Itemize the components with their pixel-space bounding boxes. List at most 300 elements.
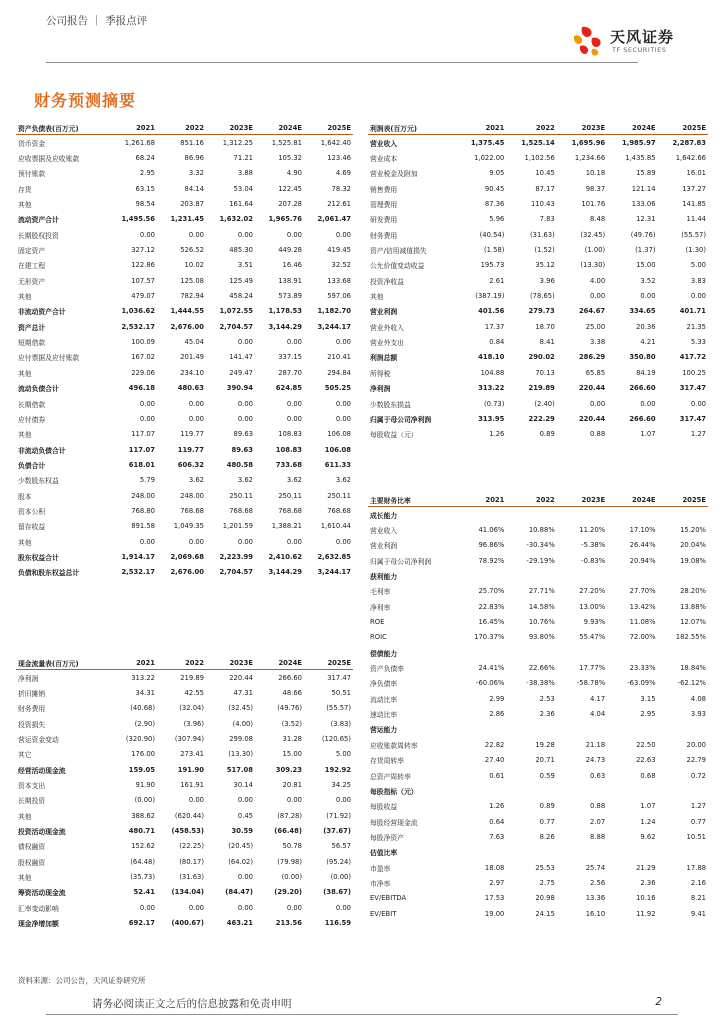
- table-cell: 0.89: [539, 430, 555, 439]
- table-cell: 195.73: [480, 261, 505, 270]
- table-row: [16, 288, 353, 303]
- table-cell: 2,410.62: [268, 552, 302, 561]
- table-cell: 87.36: [484, 200, 505, 209]
- table-cell: 0.72: [690, 771, 706, 780]
- table-cell: 1,375.45: [470, 138, 505, 147]
- table-cell: 419.45: [327, 246, 351, 255]
- table-row: [16, 869, 353, 884]
- table-cell: 53.04: [233, 184, 253, 193]
- table-cell: 16.10: [585, 909, 606, 918]
- row-label: 其他: [18, 431, 32, 440]
- table-row: [16, 473, 353, 488]
- table-cell: (0.00): [330, 873, 351, 882]
- table-cell: 9.62: [640, 832, 656, 841]
- table-row: [368, 196, 708, 211]
- table-cell: 1,102.56: [524, 154, 555, 163]
- table-cell: 299.08: [229, 735, 253, 744]
- table-cell: (1.58): [483, 246, 505, 255]
- table-row: [16, 381, 353, 396]
- row-label: 其他: [18, 201, 32, 210]
- table-cell: 27.20%: [579, 587, 606, 596]
- table-cell: [607, 845, 657, 860]
- table-row: [16, 166, 353, 181]
- table-cell: 1,525.81: [271, 138, 302, 147]
- table-cell: 0.88: [590, 802, 606, 811]
- table-row: [16, 808, 353, 823]
- table-cell: 21.35: [686, 322, 706, 331]
- row-label: 应付票据及应付账款: [18, 354, 80, 363]
- table-cell: 24.15: [535, 909, 555, 918]
- table-row: [16, 701, 353, 716]
- table-cell: 0.77: [690, 817, 706, 826]
- row-label: 其他: [370, 293, 384, 302]
- table-header-row: [368, 121, 708, 135]
- table-cell: 287.70: [278, 368, 302, 377]
- table-cell: 3.52: [640, 276, 656, 285]
- table-cell: 273.41: [180, 750, 204, 759]
- table-row: [16, 227, 353, 242]
- table-cell: 55.47%: [579, 633, 606, 642]
- table-cell: 10.76%: [528, 618, 555, 627]
- table-cell: 5.00: [335, 750, 351, 759]
- row-label: 股权融资: [18, 858, 46, 867]
- row-label: 非流动资产合计: [18, 308, 66, 317]
- table-cell: 63.15: [135, 184, 155, 193]
- table-cell: [456, 783, 506, 798]
- table-cell: (400.67): [171, 919, 204, 928]
- table-row: [368, 427, 708, 442]
- row-label: 资产/信用减值损失: [370, 247, 427, 256]
- row-label: 营业税金及附加: [370, 170, 418, 179]
- table-cell: 3.51: [237, 261, 253, 270]
- table-cell: 1,642.40: [320, 138, 351, 147]
- table-row: [368, 660, 708, 675]
- table-cell: (22.25): [179, 842, 204, 851]
- table-cell: 294.84: [327, 368, 351, 377]
- table-cell: 26.44%: [629, 541, 656, 550]
- table-cell: 9.93%: [583, 618, 606, 627]
- table-cell: 597.06: [327, 292, 351, 301]
- table-row: [16, 900, 353, 915]
- table-row: [16, 212, 353, 227]
- table-cell: 517.08: [226, 765, 253, 774]
- table-cell: 229.06: [131, 368, 155, 377]
- table-cell: 100.25: [682, 368, 706, 377]
- table-cell: 1.26: [489, 802, 505, 811]
- table-cell: 463.21: [226, 919, 253, 928]
- company-logo: [568, 24, 696, 60]
- table-cell: 21.18: [585, 740, 606, 749]
- table-cell: 0.61: [489, 771, 505, 780]
- table-cell: 84.14: [184, 184, 204, 193]
- table-cell: 1,201.59: [222, 522, 253, 531]
- table-cell: [456, 507, 506, 523]
- table-cell: 0.45: [237, 811, 253, 820]
- table-cell: 91.90: [135, 781, 155, 790]
- table-cell: [506, 845, 556, 860]
- table-cell: 17.88: [686, 863, 706, 872]
- table-cell: 212.61: [327, 200, 351, 209]
- table-cell: 611.33: [324, 460, 351, 469]
- table-cell: [506, 507, 556, 523]
- table-cell: 22.63: [636, 756, 656, 765]
- table-cell: [658, 568, 708, 583]
- table-row: [368, 599, 708, 614]
- table-cell: 27.40: [484, 756, 505, 765]
- row-label: 每股指标（元）: [370, 787, 418, 796]
- table-cell: 13.42%: [629, 602, 656, 611]
- table-cell: 2,704.57: [219, 568, 253, 577]
- table-cell: 123.46: [327, 154, 351, 163]
- table-cell: 203.87: [180, 200, 204, 209]
- year-header: 2025E: [658, 121, 708, 135]
- row-label: 流动资产合计: [18, 216, 59, 225]
- year-header: 2025E: [304, 656, 353, 670]
- table-cell: 0.00: [335, 796, 351, 805]
- table-cell: 3.32: [188, 169, 204, 178]
- table-row: [368, 906, 708, 921]
- table-row: [368, 411, 708, 426]
- table-cell: (35.73): [130, 873, 155, 882]
- table-cell: (80.17): [179, 857, 204, 866]
- table-cell: 161.64: [229, 200, 253, 209]
- table-cell: [658, 645, 708, 660]
- table-cell: 3,244.17: [317, 568, 351, 577]
- table-row: [16, 242, 353, 257]
- table-cell: 22.50: [636, 740, 656, 749]
- table-cell: 2.36: [539, 710, 555, 719]
- table-title: 主要财务比率: [368, 493, 456, 507]
- row-label: 留存收益: [18, 523, 46, 532]
- row-label: 现金净增加额: [18, 920, 59, 929]
- table-cell: (49.76): [277, 704, 302, 713]
- table-cell: 13.36: [585, 894, 606, 903]
- table-row: [368, 334, 708, 349]
- year-header: 2023E: [557, 121, 607, 135]
- table-row: [16, 747, 353, 762]
- year-header: 2022: [157, 656, 206, 670]
- table-cell: 220.44: [578, 384, 606, 393]
- table-row: [16, 319, 353, 334]
- row-label: 所得税: [370, 369, 391, 378]
- table-row: [16, 442, 353, 457]
- table-cell: 0.00: [188, 903, 204, 912]
- table-row: [16, 823, 353, 838]
- table-cell: 266.60: [278, 673, 302, 682]
- table-cell: 0.00: [188, 537, 204, 546]
- table-cell: (120.65): [321, 735, 351, 744]
- table-cell: 167.02: [131, 353, 155, 362]
- table-row: [16, 150, 353, 165]
- table-cell: 0.00: [139, 399, 155, 408]
- year-header: 2023E: [206, 121, 255, 135]
- table-cell: [557, 507, 607, 523]
- table-cell: 0.00: [237, 230, 253, 239]
- table-cell: 93.80%: [528, 633, 555, 642]
- table-cell: 2,223.99: [219, 552, 253, 561]
- table-cell: [607, 645, 657, 660]
- table-cell: (66.48): [274, 827, 302, 836]
- table-cell: -5.38%: [581, 541, 606, 550]
- table-cell: 107.57: [131, 276, 155, 285]
- table-cell: 3.62: [286, 476, 302, 485]
- table-cell: 22.83%: [478, 602, 505, 611]
- row-label: 预付账款: [18, 170, 46, 179]
- table-row: [368, 737, 708, 752]
- table-cell: 47.31: [233, 689, 253, 698]
- table-cell: 71.21: [233, 154, 253, 163]
- table-cell: (32.45): [228, 704, 253, 713]
- table-cell: 219.89: [528, 384, 555, 393]
- table-cell: 17.77%: [579, 664, 606, 673]
- table-cell: 22.82: [484, 740, 505, 749]
- table-cell: 48.66: [282, 689, 302, 698]
- table-cell: 19.28: [535, 740, 555, 749]
- table-cell: 0.00: [237, 414, 253, 423]
- table-cell: 768.68: [327, 506, 351, 515]
- table-cell: 0.84: [489, 338, 505, 347]
- table-cell: 16.45%: [478, 618, 505, 627]
- table-cell: 0.00: [335, 230, 351, 239]
- table-cell: [456, 645, 506, 660]
- table-cell: 0.00: [139, 230, 155, 239]
- table-cell: 32.52: [331, 261, 351, 270]
- table-cell: 618.01: [128, 460, 155, 469]
- table-cell: 782.94: [180, 292, 204, 301]
- table-cell: 1,049.35: [173, 522, 204, 531]
- table-cell: 161.91: [180, 781, 204, 790]
- table-cell: 768.68: [278, 506, 302, 515]
- table-cell: 25.00: [585, 322, 606, 331]
- table-cell: -0.83%: [581, 556, 606, 565]
- table-cell: 401.71: [679, 307, 706, 316]
- table-cell: 4.21: [640, 338, 656, 347]
- table-cell: (2.90): [134, 719, 155, 728]
- table-cell: 65.85: [585, 368, 606, 377]
- row-label: 其他: [18, 812, 32, 821]
- table-cell: 24.73: [585, 756, 606, 765]
- table-cell: 266.60: [629, 384, 656, 393]
- table-cell: 317.47: [679, 414, 706, 423]
- table-cell: 20.81: [282, 781, 302, 790]
- year-header: 2022: [506, 493, 556, 507]
- table-cell: 1,182.70: [317, 307, 351, 316]
- table-cell: 0.00: [286, 414, 302, 423]
- table-row: [16, 135, 353, 151]
- table-cell: 220.44: [229, 673, 253, 682]
- table-cell: -29.19%: [526, 556, 555, 565]
- row-label: 净利润: [18, 674, 39, 683]
- table-row: [368, 365, 708, 380]
- table-cell: 266.60: [629, 414, 656, 423]
- table-cell: [557, 783, 607, 798]
- table-cell: (37.67): [323, 827, 351, 836]
- table-cell: 505.25: [324, 384, 351, 393]
- row-label: 公允价值变动收益: [370, 262, 425, 271]
- table-cell: 3,144.29: [268, 322, 302, 331]
- table-cell: 3.83: [690, 276, 706, 285]
- table-cell: [658, 783, 708, 798]
- table-cell: 0.00: [690, 292, 706, 301]
- table-row: [16, 685, 353, 700]
- row-label: 股东权益合计: [18, 553, 59, 562]
- table-cell: (1.00): [584, 246, 606, 255]
- table-cell: 334.65: [629, 307, 656, 316]
- table-cell: 0.00: [690, 399, 706, 408]
- table-cell: -62.12%: [677, 679, 706, 688]
- page-number: 2: [655, 996, 662, 1008]
- logo-name: 天风证券: [610, 28, 675, 46]
- table-cell: 116.59: [324, 919, 351, 928]
- table-cell: 0.00: [139, 903, 155, 912]
- row-label: 筹资活动现金流: [18, 889, 66, 898]
- table-cell: 98.37: [585, 184, 606, 193]
- row-label: ROIC: [370, 633, 387, 642]
- table-row: [368, 568, 708, 583]
- table-cell: 105.32: [278, 154, 302, 163]
- table-cell: 24.41%: [478, 664, 505, 673]
- table-row: [16, 304, 353, 319]
- row-label: 债权融资: [18, 843, 46, 852]
- table-cell: 78.92%: [478, 556, 505, 565]
- table-title: 利润表(百万元): [368, 121, 456, 135]
- table-row: [368, 150, 708, 165]
- table-title: 资产负债表(百万元): [16, 121, 108, 135]
- table-cell: 108.83: [275, 445, 302, 454]
- table-cell: 250.11: [278, 491, 302, 500]
- table-row: [16, 196, 353, 211]
- table-cell: 22.79: [686, 756, 706, 765]
- table-row: [368, 350, 708, 365]
- table-cell: (84.47): [225, 888, 253, 897]
- table-cell: 1,695.96: [571, 138, 606, 147]
- table-cell: 210.41: [327, 353, 351, 362]
- table-row: [16, 503, 353, 518]
- table-cell: 248.00: [180, 491, 204, 500]
- table-cell: 191.90: [177, 765, 204, 774]
- table-cell: (3.96): [183, 719, 204, 728]
- table-cell: 8.41: [539, 338, 555, 347]
- table-cell: 56.57: [331, 842, 351, 851]
- table-cell: 5.00: [690, 261, 706, 270]
- table-cell: 3,244.17: [317, 322, 351, 331]
- row-label: 管理费用: [370, 201, 398, 210]
- table-cell: 0.00: [237, 537, 253, 546]
- year-header: 2021: [108, 121, 157, 135]
- table-row: [368, 507, 708, 523]
- row-label: 销售费用: [370, 185, 398, 194]
- table-cell: 19.08%: [680, 556, 706, 565]
- table-header-row: [16, 121, 353, 135]
- table-cell: 3.93: [690, 710, 706, 719]
- table-row: [368, 273, 708, 288]
- table-cell: 3.88: [237, 169, 253, 178]
- table-cell: (320.90): [125, 735, 155, 744]
- table-cell: 28.20%: [680, 587, 706, 596]
- table-cell: -38.38%: [526, 679, 555, 688]
- table-cell: 27.71%: [528, 587, 555, 596]
- table-cell: 2.99: [489, 694, 505, 703]
- table-cell: 90.45: [484, 184, 505, 193]
- table-cell: 8.21: [690, 894, 706, 903]
- table-cell: 250.11: [327, 491, 351, 500]
- table-cell: 480.63: [177, 384, 204, 393]
- row-label: 长期投资: [18, 797, 46, 806]
- table-cell: 2.75: [539, 878, 555, 887]
- table-cell: 0.00: [335, 903, 351, 912]
- table-row: [368, 768, 708, 783]
- table-cell: 418.10: [478, 353, 505, 362]
- table-cell: 1,022.00: [474, 154, 505, 163]
- table-cell: 3.96: [539, 276, 555, 285]
- table-cell: 4.90: [286, 169, 302, 178]
- table-cell: 25.53: [535, 863, 555, 872]
- table-cell: 1.26: [489, 430, 505, 439]
- table-cell: (1.37): [635, 246, 656, 255]
- row-label: 资本支出: [18, 782, 46, 791]
- table-cell: 0.00: [237, 796, 253, 805]
- table-cell: 417.72: [679, 353, 706, 362]
- table-cell: 234.10: [180, 368, 204, 377]
- table-cell: 0.00: [640, 292, 656, 301]
- table-cell: 20.94%: [629, 556, 656, 565]
- row-label: 在建工程: [18, 262, 46, 271]
- table-cell: (458.53): [171, 827, 204, 836]
- table-cell: (134.04): [171, 888, 204, 897]
- table-row: [16, 854, 353, 869]
- table-row: [16, 716, 353, 731]
- row-label: 总资产周转率: [370, 772, 411, 781]
- logo-mark-icon: [568, 24, 608, 60]
- table-cell: 141.47: [229, 353, 253, 362]
- table-cell: 3.62: [237, 476, 253, 485]
- table-cell: 250.11: [229, 491, 253, 500]
- table-cell: 125.08: [180, 276, 204, 285]
- year-header: 2021: [456, 493, 506, 507]
- table-cell: 7.83: [539, 215, 555, 224]
- report-category: 公司报告 ｜ 季报点评: [46, 15, 148, 27]
- table-cell: 496.18: [128, 384, 155, 393]
- table-cell: [456, 722, 506, 737]
- table-cell: 4.00: [590, 276, 606, 285]
- table-cell: 0.68: [640, 771, 656, 780]
- row-label: 偿债能力: [370, 649, 398, 658]
- table-cell: (71.92): [326, 811, 351, 820]
- year-header: 2024E: [607, 121, 657, 135]
- table-cell: 0.00: [188, 399, 204, 408]
- row-label: 营业收入: [370, 139, 398, 148]
- table-cell: (79.98): [277, 857, 302, 866]
- row-label: 负债合计: [18, 461, 46, 470]
- table-row: [368, 304, 708, 319]
- table-row: [368, 166, 708, 181]
- table-cell: (0.00): [281, 873, 302, 882]
- table-row: [368, 396, 708, 411]
- row-label: 毛利率: [370, 588, 391, 597]
- row-label: 营业外支出: [370, 339, 404, 348]
- table-row: [16, 534, 353, 549]
- table-cell: 15.00: [636, 261, 656, 270]
- table-cell: 768.80: [131, 506, 155, 515]
- table-cell: 3.62: [188, 476, 204, 485]
- table-cell: 10.88%: [528, 526, 555, 535]
- row-label: 投资损失: [18, 720, 46, 729]
- table-cell: [658, 507, 708, 523]
- table-cell: 2.16: [690, 878, 706, 887]
- table-cell: 30.14: [233, 781, 253, 790]
- row-label: 货币资金: [18, 139, 46, 148]
- table-cell: 11.44: [686, 215, 706, 224]
